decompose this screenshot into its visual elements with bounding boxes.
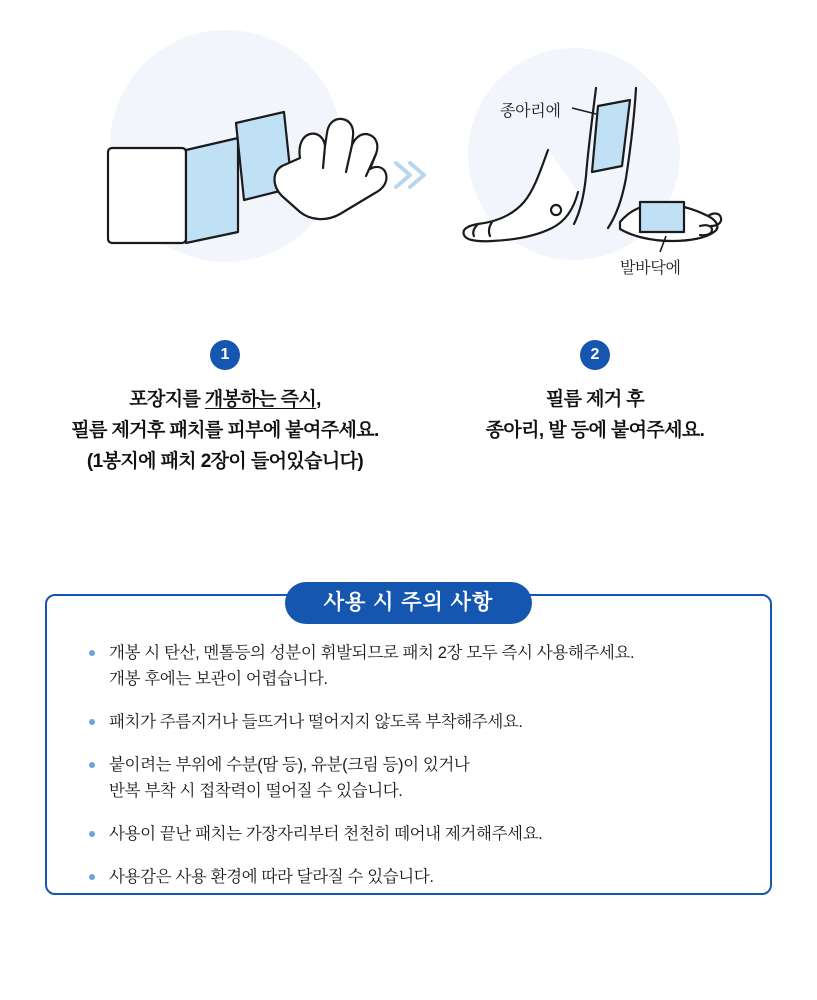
list-item: 붙이려는 부위에 수분(땀 등), 유분(크림 등)이 있거나 반복 부착 시 접착력이 떨어질 수 있습니다.	[87, 752, 737, 804]
step-1-line-3: (1봉지에 패치 2장이 들어있습니다)	[86, 451, 364, 472]
label-sole: 발바닥에	[620, 260, 681, 277]
step-1-line-1-emphasis: 개봉하는 즉시	[204, 389, 317, 410]
list-item: 패치가 주름지거나 들뜨거나 떨어지지 않도록 부착해주세요.	[87, 709, 737, 735]
step-1-number: 1	[210, 340, 240, 370]
step-2-line-1: 필름 제거 후	[545, 389, 645, 410]
list-item: 사용감은 사용 환경에 따라 달라질 수 있습니다.	[87, 864, 737, 890]
label-calf: 종아리에	[500, 103, 561, 120]
step-1	[60, 340, 390, 477]
step-2	[430, 340, 760, 446]
steps-section	[0, 340, 817, 500]
caution-title: 사용 시 주의 사항	[285, 582, 532, 624]
chevron-right-double-icon	[390, 155, 430, 195]
step-1-line-1-pre: 포장지를	[129, 389, 205, 410]
step-1-line-1	[60, 384, 390, 415]
step-2-number: 2	[580, 340, 610, 370]
caution-list	[87, 640, 737, 907]
step-2-line-2: 종아리, 발 등에 붙여주세요.	[485, 420, 705, 441]
illustration-area	[0, 0, 817, 340]
list-item: 사용이 끝난 패치는 가장자리부터 천천히 떼어내 제거해주세요.	[87, 821, 737, 847]
step-1-line-2: 필름 제거후 패치를 피부에 붙여주세요.	[71, 420, 379, 441]
step-1-line-1-post: ,	[316, 389, 321, 410]
caution-section	[45, 582, 772, 895]
list-item: 개봉 시 탄산, 멘톨등의 성분이 휘발되므로 패치 2장 모두 즉시 사용해주세요. 개봉 후에는 보관이 어렵습니다.	[87, 640, 737, 692]
